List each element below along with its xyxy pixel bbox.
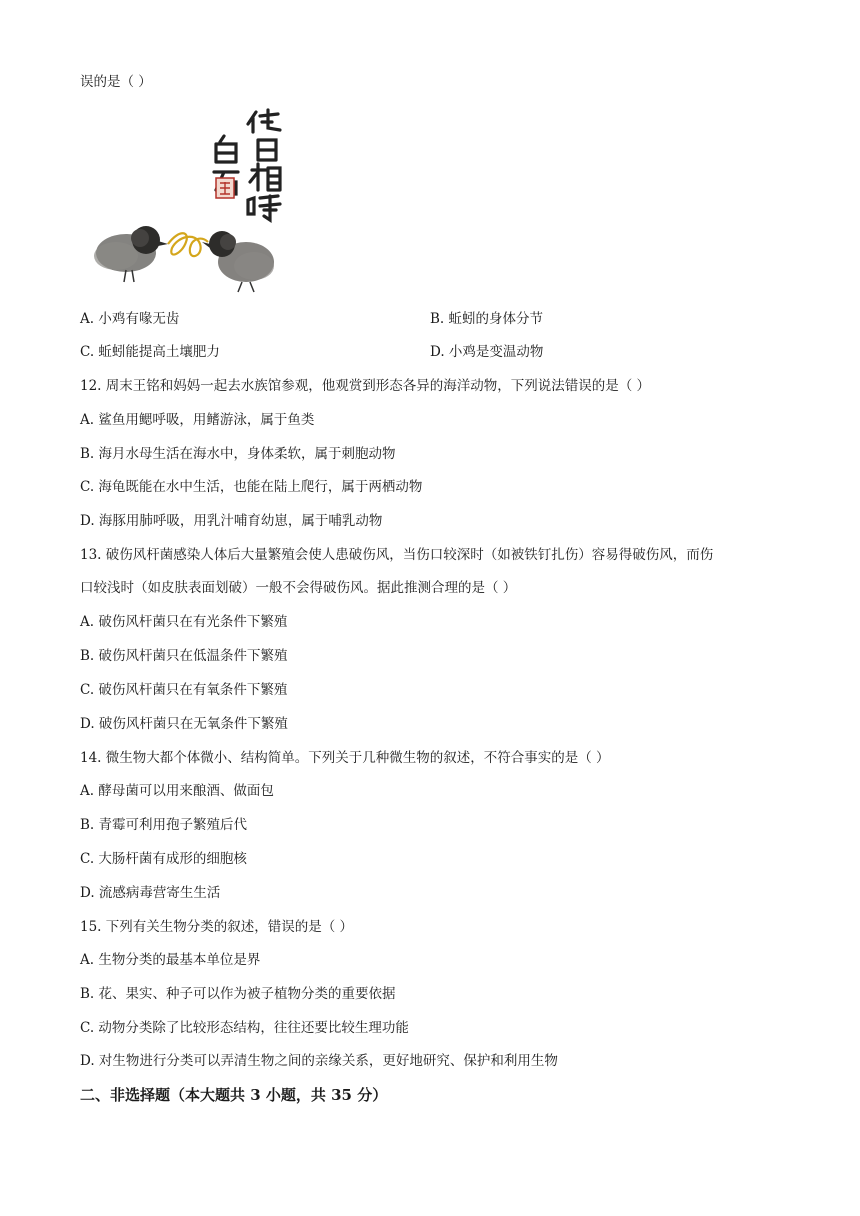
q14-option-a: A. 酵母菌可以用来酿酒、做面包 <box>80 783 274 799</box>
chicks-painting-image <box>88 98 288 296</box>
section-heading: 二、非选择题（本大题共 3 小题，共 35 分） <box>80 1086 388 1104</box>
q11-option-d: D. 小鸡是变温动物 <box>430 344 544 360</box>
q12-option-a: A. 鲨鱼用鳃呼吸，用鳍游泳，属于鱼类 <box>80 412 315 428</box>
q12-option-d: D. 海豚用肺呼吸，用乳汁哺育幼崽，属于哺乳动物 <box>80 513 383 529</box>
q14-option-d: D. 流感病毒营寄生生活 <box>80 885 221 901</box>
worm <box>168 233 208 256</box>
right-chick <box>202 231 274 292</box>
q11-option-c: C. 蚯蚓能提高土壤肥力 <box>80 344 220 360</box>
q13-option-a: A. 破伤风杆菌只在有光条件下繁殖 <box>80 614 288 630</box>
q13-stem-line-2: 口较浅时（如皮肤表面划破）一般不会得破伤风。据此推测合理的是（ ） <box>80 580 517 596</box>
q15-option-b: B. 花、果实、种子可以作为被子植物分类的重要依据 <box>80 986 396 1002</box>
red-seal-stamp <box>216 178 234 198</box>
calligraphy-inscription <box>214 110 280 220</box>
left-chick <box>94 226 168 282</box>
q15-option-a: A. 生物分类的最基本单位是界 <box>80 952 261 968</box>
q15-option-d: D. 对生物进行分类可以弄清生物之间的亲缘关系，更好地研究、保护和利用生物 <box>80 1053 558 1069</box>
q14-option-c: C. 大肠杆菌有成形的细胞核 <box>80 851 247 867</box>
q12-option-b: B. 海月水母生活在海水中，身体柔软，属于刺胞动物 <box>80 446 396 462</box>
q13-option-b: B. 破伤风杆菌只在低温条件下繁殖 <box>80 648 288 664</box>
q12-option-c: C. 海龟既能在水中生活，也能在陆上爬行，属于两栖动物 <box>80 479 423 495</box>
q12-stem: 12. 周末王铭和妈妈一起去水族馆参观，他观赏到形态各异的海洋动物，下列说法错误的是（ ） <box>80 378 651 394</box>
q13-stem-line-1: 13. 破伤风杆菌感染人体后大量繁殖会使人患破伤风，当伤口较深时（如被铁钉扎伤）容易得破伤风，而伤 <box>80 547 714 563</box>
q13-option-c: C. 破伤风杆菌只在有氧条件下繁殖 <box>80 682 288 698</box>
q14-option-b: B. 青霉可利用孢子繁殖后代 <box>80 817 248 833</box>
q15-stem: 15. 下列有关生物分类的叙述，错误的是（ ） <box>80 919 354 935</box>
q11-option-b: B. 蚯蚓的身体分节 <box>430 311 544 327</box>
q13-option-d: D. 破伤风杆菌只在无氧条件下繁殖 <box>80 716 288 732</box>
q11-option-a: A. 小鸡有喙无齿 <box>80 311 180 327</box>
q11-stem-tail: 误的是（ ） <box>80 74 152 90</box>
q15-option-c: C. 动物分类除了比较形态结构，往往还要比较生理功能 <box>80 1020 409 1036</box>
q14-stem: 14. 微生物大都个体微小、结构简单。下列关于几种微生物的叙述，不符合事实的是（ ） <box>80 750 610 766</box>
